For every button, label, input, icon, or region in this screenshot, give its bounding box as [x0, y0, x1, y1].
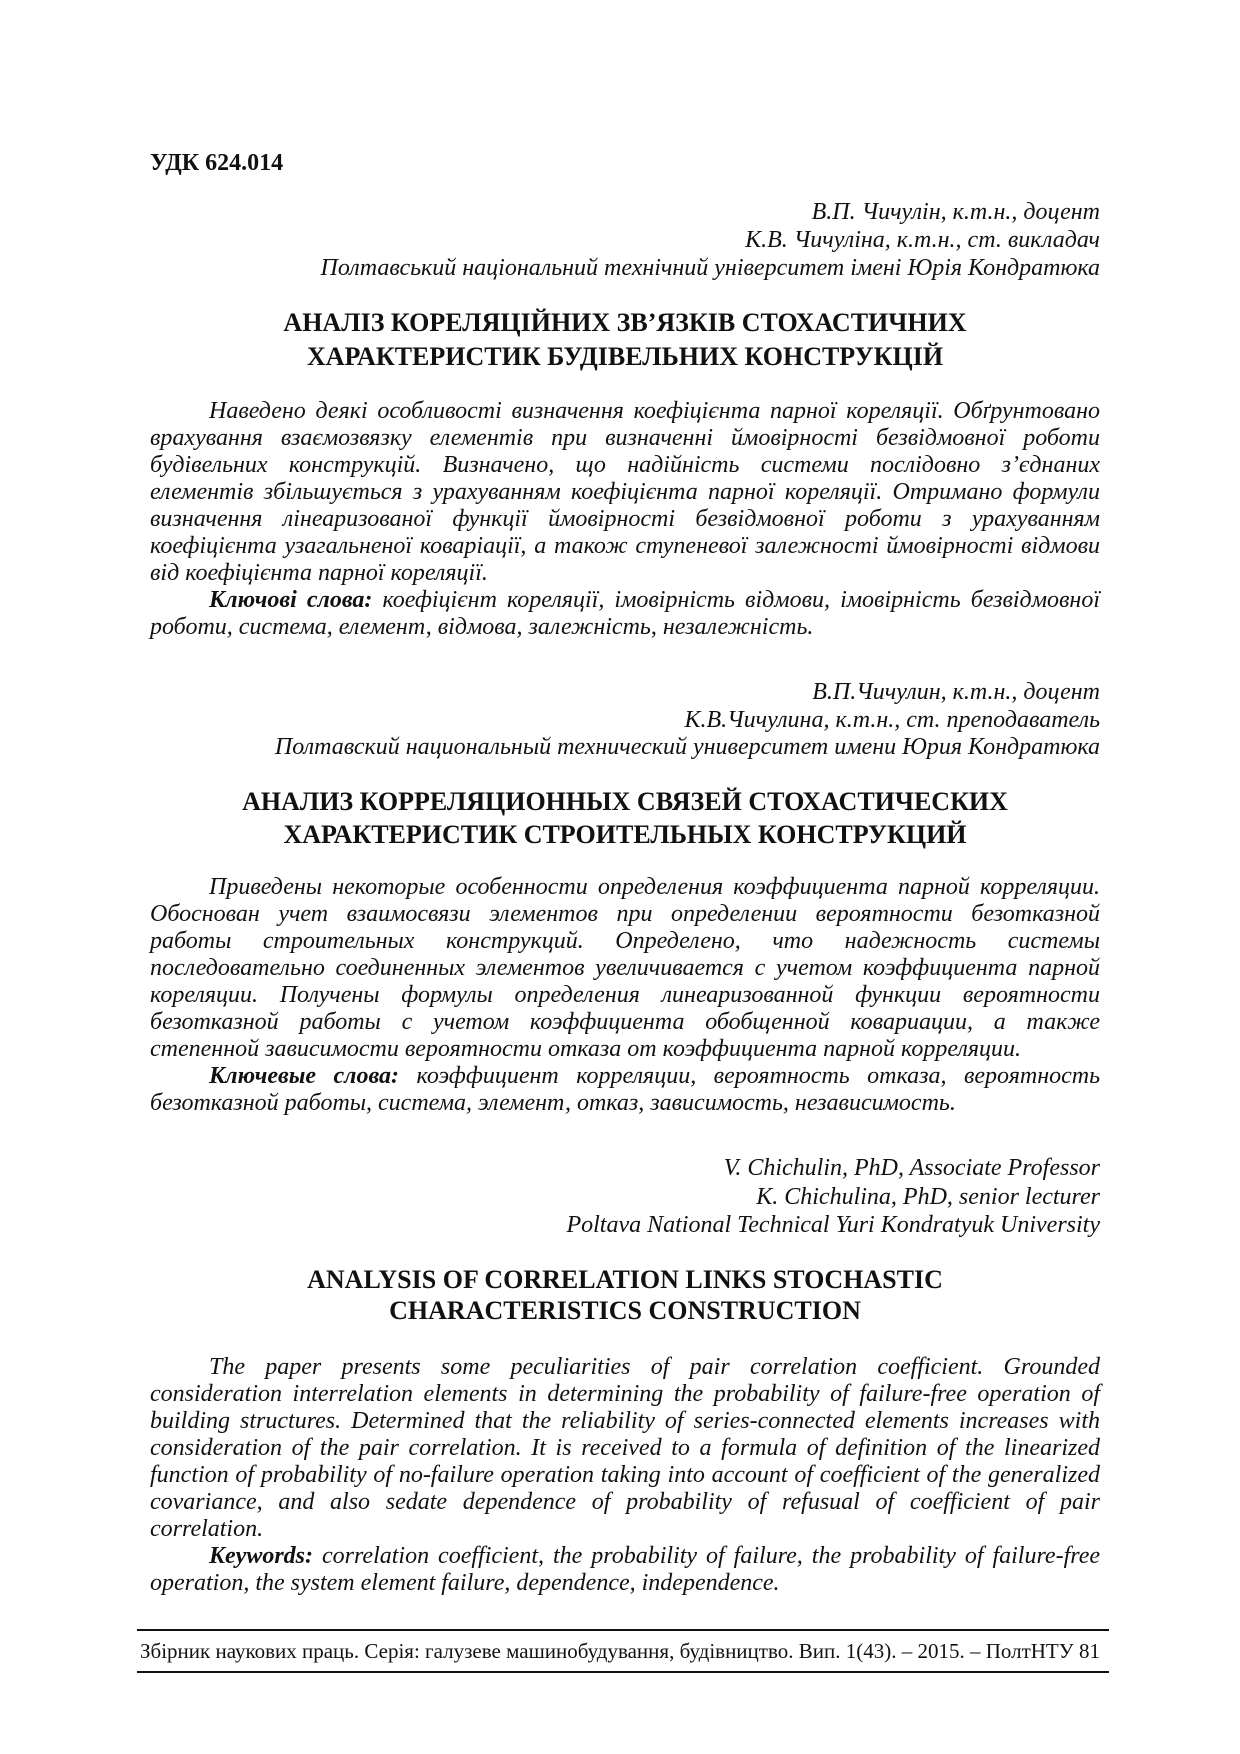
uk-title-line-1: АНАЛІЗ КОРЕЛЯЦІЙНИХ ЗВ’ЯЗКІВ СТОХАСТИЧНИХ	[283, 308, 967, 337]
abstract-line: кореляции. Получены формулы определения линеаризованной функции вероятности	[150, 982, 1100, 1008]
ru-author-2: К.В.Чичулина, к.т.н., ст. преподаватель	[684, 707, 1100, 733]
journal-citation: Збірник наукових праць. Серія: галузеве машинобудування, будівництво. Вип. 1(43). – 2015. – ПолтНТУ	[140, 1639, 1074, 1663]
keywords-label: Ключові слова:	[209, 587, 373, 613]
abstract-line: function of probability of no-failure operation taking into account of coefficient of the generalized	[150, 1462, 1100, 1488]
keywords-line: operation, the system element failure, dependence, independence.	[150, 1570, 780, 1596]
keywords-label: Keywords:	[209, 1543, 313, 1569]
abstract-line: степенной зависимости вероятности отказа от коэффициента парной корреляции.	[150, 1036, 1022, 1062]
ru-title-line-2: ХАРАКТЕРИСТИК СТРОИТЕЛЬНЫХ КОНСТРУКЦИЙ	[283, 820, 967, 849]
abstract-line: врахування взаємозвязку елементів при визначенні ймовірності безвідмовної роботи	[150, 425, 1100, 451]
abstract-line: последовательно соединенных элементов увеличивается с учетом коэффициента парной	[150, 955, 1100, 981]
keywords-label: Ключевые слова:	[209, 1063, 400, 1089]
abstract-line: від коефіцієнта парної кореляції.	[150, 560, 488, 586]
en-author-2: K. Chichulina, PhD, senior lecturer	[756, 1184, 1100, 1210]
keywords-line: роботи, система, елемент, відмова, залежність, незалежність.	[150, 614, 814, 640]
page-footer	[140, 1638, 1100, 1664]
abstract-line: consideration interrelation elements in determining the probability of failure-free operation of	[150, 1381, 1100, 1407]
keywords-text: коефіцієнт кореляції, імовірність відмови, імовірність безвідмовної	[372, 587, 1100, 613]
en-affiliation: Poltava National Technical Yuri Kondratyuk University	[566, 1212, 1100, 1238]
udk-code: УДК 624.014	[150, 150, 284, 176]
uk-author-2: К.В. Чичуліна, к.т.н., ст. викладач	[745, 227, 1100, 253]
footer-bottom-rule	[137, 1671, 1109, 1673]
abstract-line: работы строительных конструкций. Определено, что надежность системы	[150, 928, 1100, 954]
ru-affiliation: Полтавский национальный технический университет имени Юрия Кондратюка	[274, 734, 1100, 760]
page-number: 81	[1079, 1639, 1100, 1663]
en-abstract	[150, 1354, 1100, 1597]
abstract-line: building structures. Determined that the reliability of series-connected elements increases with	[150, 1408, 1100, 1434]
abstract-line: correlation.	[150, 1516, 264, 1542]
uk-title-line-2: ХАРАКТЕРИСТИК БУДІВЕЛЬНИХ КОНСТРУКЦІЙ	[306, 342, 944, 371]
abstract-line: covariance, and also sedate dependence of probability of refusual of coefficient of pair	[150, 1489, 1100, 1515]
keywords-line	[150, 587, 1100, 614]
abstract-line: consideration of the pair correlation. It is received to a formula of definition of the linearized	[150, 1435, 1100, 1461]
footer-top-rule	[137, 1629, 1109, 1631]
keywords-line	[150, 1063, 1100, 1090]
ru-abstract	[150, 874, 1100, 1117]
abstract-line: будівельних конструкцій. Визначено, що надійність системи послідовно з’єднаних	[150, 452, 1100, 478]
abstract-line: Обоснован учет взаимосвязи элементов при определении вероятности безотказной	[150, 901, 1100, 927]
keywords-line: безотказной работы, система, элемент, отказ, зависимость, независимость.	[150, 1090, 956, 1116]
abstract-line: Приведены некоторые особенности определения коэффициента парной корреляции.	[209, 874, 1100, 900]
abstract-line: безотказной работы с учетом коэффициента обобщенной ковариации, а также	[150, 1009, 1100, 1035]
keywords-line	[150, 1543, 1100, 1570]
ru-author-1: В.П.Чичулин, к.т.н., доцент	[812, 679, 1100, 705]
keywords-text: коэффициент корреляции, вероятность отказа, вероятность	[399, 1063, 1101, 1089]
en-title-line-1: ANALYSIS OF CORRELATION LINKS STOCHASTIC	[307, 1265, 943, 1294]
uk-author-1: В.П. Чичулін, к.т.н., доцент	[811, 199, 1100, 225]
abstract-line: Наведено деякі особливості визначення коефіцієнта парної кореляції. Обґрунтовано	[209, 398, 1100, 424]
abstract-line: елементів збільшується з урахуванням коефіцієнта парної кореляції. Отримано формули	[150, 479, 1100, 505]
en-title-line-2: CHARACTERISTICS CONSTRUCTION	[389, 1296, 861, 1325]
ru-title-line-1: АНАЛИЗ КОРРЕЛЯЦИОННЫХ СВЯЗЕЙ СТОХАСТИЧЕСКИХ	[242, 787, 1008, 816]
abstract-line: коефіцієнта узагальненої коваріації, а також ступеневої залежності ймовірності відмови	[150, 533, 1100, 559]
keywords-text: correlation coefficient, the probability of failure, the probability of failure-free	[313, 1543, 1100, 1569]
uk-abstract	[150, 398, 1100, 641]
abstract-line: визначення лінеаризованої функції ймовірності безвідмовної роботи з урахуванням	[150, 506, 1100, 532]
en-author-1: V. Chichulin, PhD, Associate Professor	[723, 1155, 1100, 1181]
uk-affiliation: Полтавський національний технічний університет імені Юрія Кондратюка	[320, 255, 1100, 281]
abstract-line: The paper presents some peculiarities of pair correlation coefficient. Grounded	[209, 1354, 1100, 1380]
